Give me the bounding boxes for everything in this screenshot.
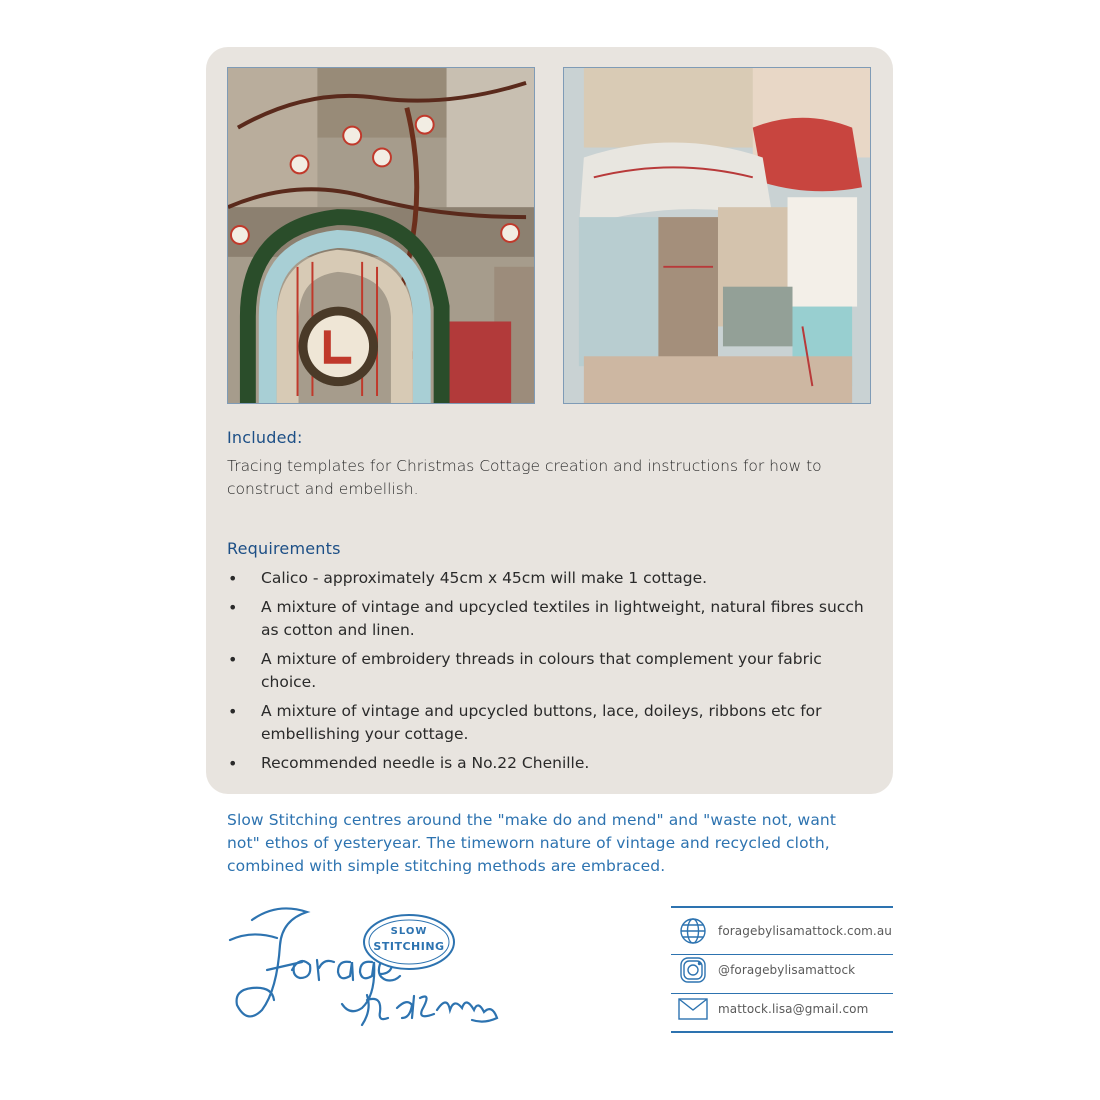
badge-line-slow: SLOW xyxy=(390,926,428,937)
requirement-item xyxy=(227,752,867,775)
instagram-icon xyxy=(678,955,708,985)
slow-stitching-description: Slow Stitching centres around the "make do and mend" and "waste not, want not" ethos of yesteryear. The timeworn nature of vintage and recycled cloth, combined with simple stitching methods are embraced. xyxy=(227,811,837,875)
requirement-text: A mixture of vintage and upcycled textiles in lightweight, natural fibres succh as cotton and linen. xyxy=(261,598,864,639)
requirement-text: A mixture of embroidery threads in colours that complement your fabric choice. xyxy=(261,650,822,691)
bullet: • xyxy=(228,702,238,721)
requirement-item xyxy=(227,567,867,590)
globe-icon xyxy=(678,916,708,946)
requirement-item xyxy=(227,648,867,694)
requirement-item xyxy=(227,596,867,642)
instagram-row[interactable] xyxy=(678,955,855,985)
email-row[interactable] xyxy=(678,994,868,1024)
requirements-list xyxy=(227,567,867,781)
bullet: • xyxy=(228,650,238,669)
included-description: Tracing templates for Christmas Cottage creation and instructions for how to construct and embellish. xyxy=(227,457,822,498)
included-heading: Included: xyxy=(227,428,303,447)
requirement-text: Calico - approximately 45cm x 45cm will make 1 cottage. xyxy=(261,569,708,587)
requirement-text: Recommended needle is a No.22 Chenille. xyxy=(261,754,590,772)
contact-info xyxy=(671,906,893,1033)
website-row[interactable] xyxy=(678,916,892,946)
email-link[interactable]: mattock.lisa@gmail.com xyxy=(718,1002,869,1016)
bullet: • xyxy=(228,569,238,588)
requirement-text: A mixture of vintage and upcycled buttons, lace, doileys, ribbons etc for embellishing your cottage. xyxy=(261,702,822,743)
requirement-item xyxy=(227,700,867,746)
forage-logo xyxy=(222,900,512,1035)
bullet: • xyxy=(228,598,238,617)
bullet: • xyxy=(228,754,238,773)
website-link[interactable]: foragebylisamattock.com.au xyxy=(718,924,893,938)
textile-cottage-photo-right xyxy=(563,67,871,404)
requirements-heading: Requirements xyxy=(227,539,341,558)
product-info-card xyxy=(206,47,893,794)
envelope-icon xyxy=(678,994,708,1024)
badge-line-stitching: STITCHING xyxy=(373,940,445,953)
embroidery-photo-left xyxy=(227,67,535,404)
instagram-handle[interactable]: @foragebylisamattock xyxy=(718,963,856,977)
